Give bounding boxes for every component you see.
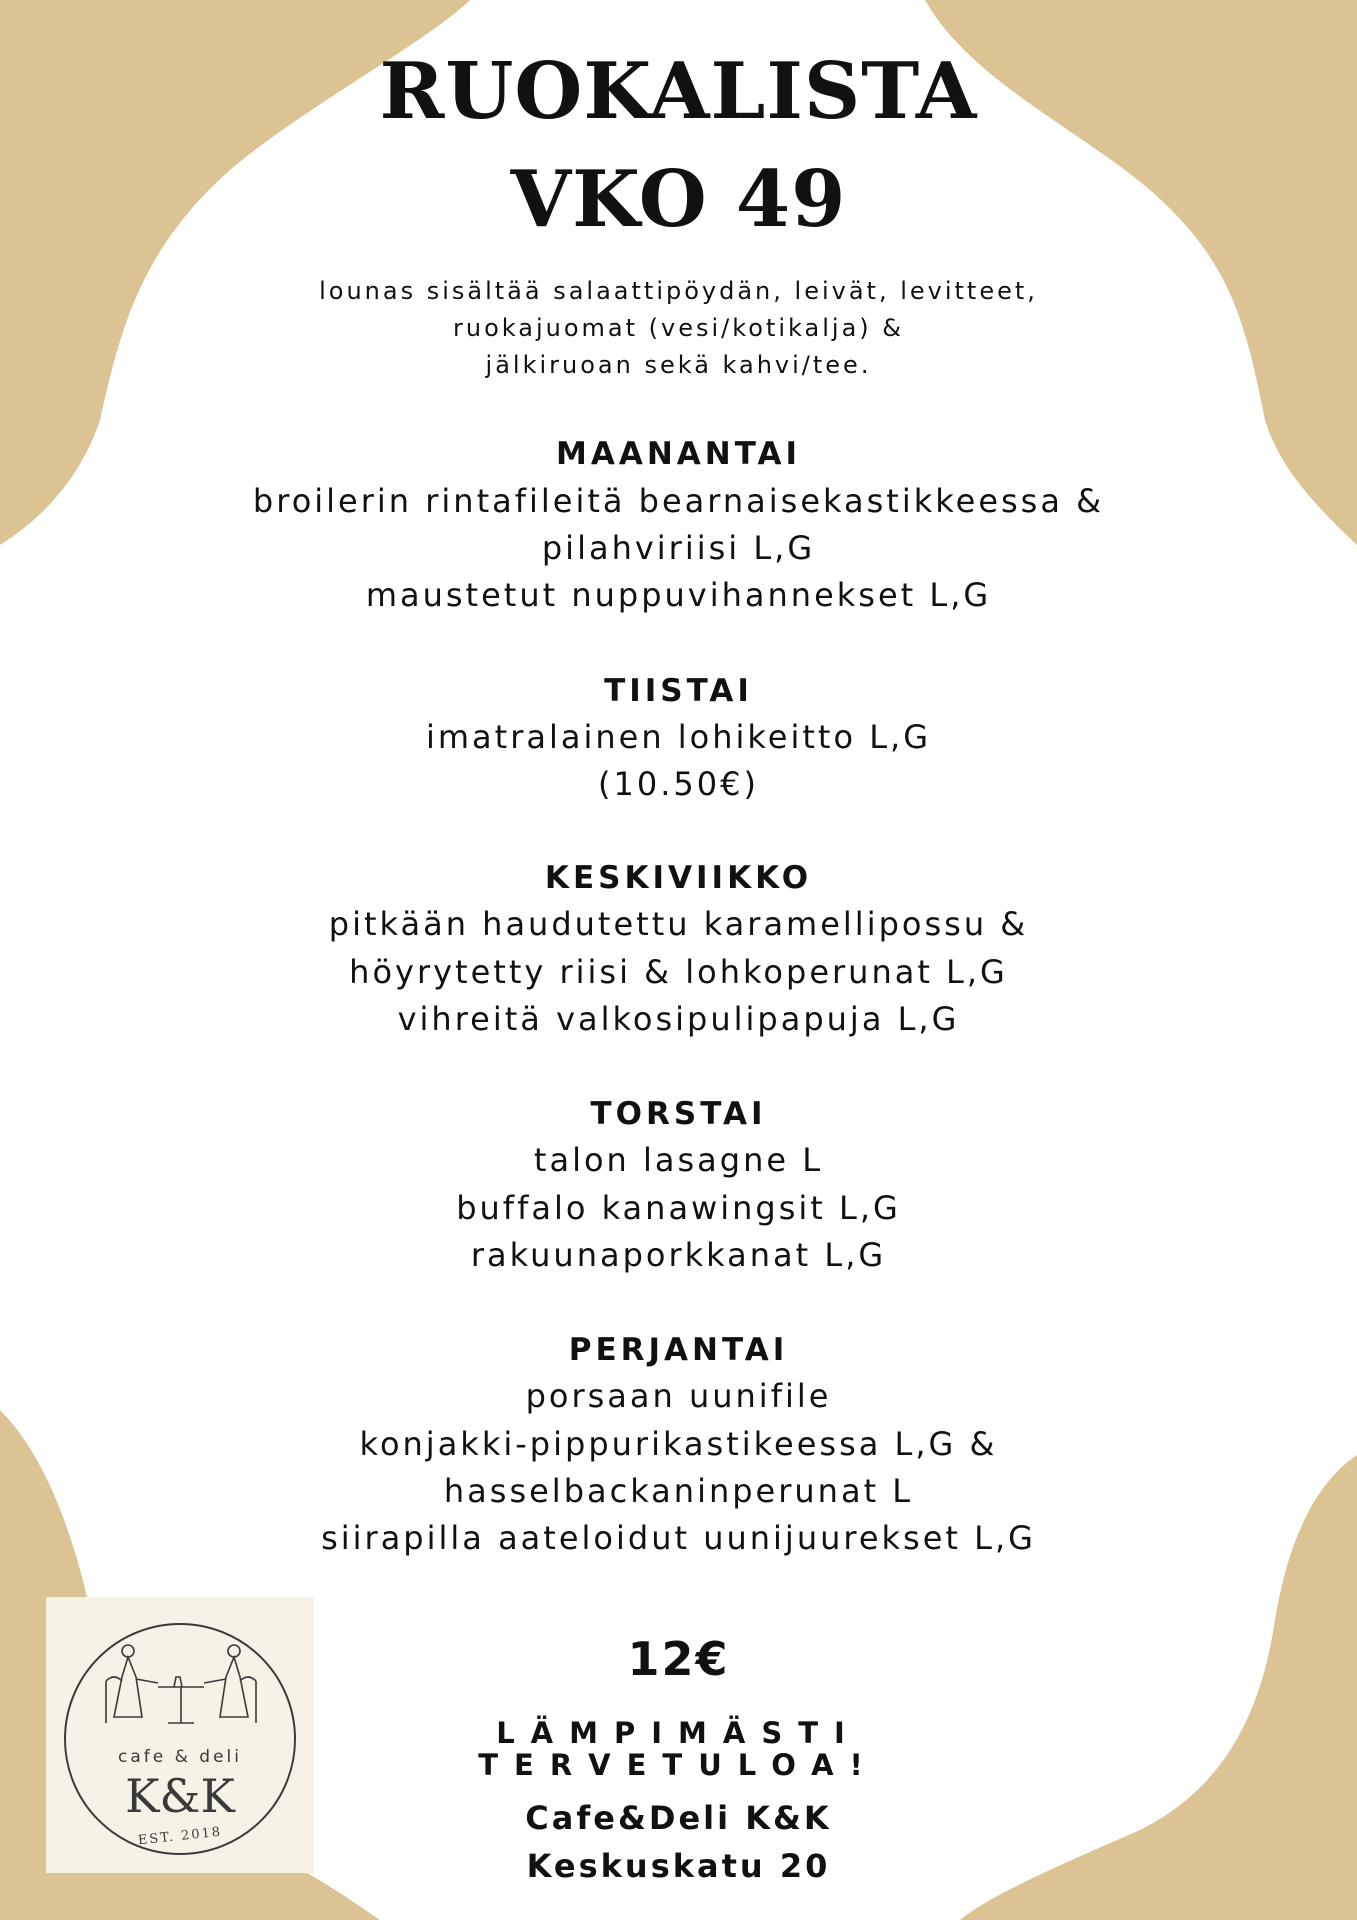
day-heading-thursday: TORSTAI xyxy=(590,1096,767,1132)
day-heading-wednesday: KESKIVIIKKO xyxy=(544,860,813,896)
menu-item: porsaan uunifile xyxy=(525,1377,832,1415)
welcome-line1: LÄMPIMÄSTI xyxy=(496,1716,861,1750)
menu-item: talon lasagne L xyxy=(533,1141,824,1179)
logo-initials: K&K xyxy=(125,1769,235,1823)
day-heading-tuesday: TIISTAI xyxy=(604,673,753,709)
day-heading-monday: MAANANTAI xyxy=(556,436,801,472)
intro-line1: lounas sisältää salaattipöydän, leivät, levitteet, xyxy=(319,277,1038,305)
menu-item: höyrytetty riisi & lohkoperunat L,G xyxy=(349,953,1008,991)
page-title-line1: RUOKALISTA xyxy=(379,46,978,137)
page-title-line2: VKO 49 xyxy=(510,154,847,245)
business-name: Cafe&Deli K&K xyxy=(525,1799,832,1837)
menu-item: hasselbackaninperunat L xyxy=(443,1472,914,1510)
logo-established: EST. 2018 xyxy=(137,1824,223,1849)
menu-item: rakuunaporkkanat L,G xyxy=(470,1236,887,1274)
menu-item: imatralainen lohikeitto L,G xyxy=(425,718,932,756)
price: 12€ xyxy=(627,1632,730,1686)
cafe-logo xyxy=(46,1597,314,1873)
day-heading-friday: PERJANTAI xyxy=(568,1332,789,1368)
two-ladies-at-table-icon xyxy=(96,1637,266,1725)
intro-line2: ruokajuomat (vesi/kotikalja) & xyxy=(453,314,904,342)
intro-line3: jälkiruoan sekä kahvi/tee. xyxy=(485,351,872,379)
menu-item: broilerin rintafileitä bearnaisekastikkeessa & xyxy=(252,482,1105,520)
menu-item: siirapilla aateloidut uunijuurekset L,G xyxy=(321,1519,1036,1557)
menu-item: pitkään haudutettu karamellipossu & xyxy=(328,905,1029,943)
welcome-line2: TERVETULOA! xyxy=(478,1748,879,1782)
menu-item: maustetut nuppuvihannekset L,G xyxy=(365,576,992,614)
menu-item: (10.50€) xyxy=(598,765,759,803)
street-address: Keskuskatu 20 xyxy=(526,1847,831,1885)
menu-item: vihreitä valkosipulipapuja L,G xyxy=(397,1000,960,1038)
menu-item: konjakki-pippurikastikeessa L,G & xyxy=(359,1425,998,1463)
logo-subtitle: cafe & deli xyxy=(118,1747,242,1767)
menu-item: pilahviriisi L,G xyxy=(541,529,816,567)
menu-item: buffalo kanawingsit L,G xyxy=(456,1189,901,1227)
